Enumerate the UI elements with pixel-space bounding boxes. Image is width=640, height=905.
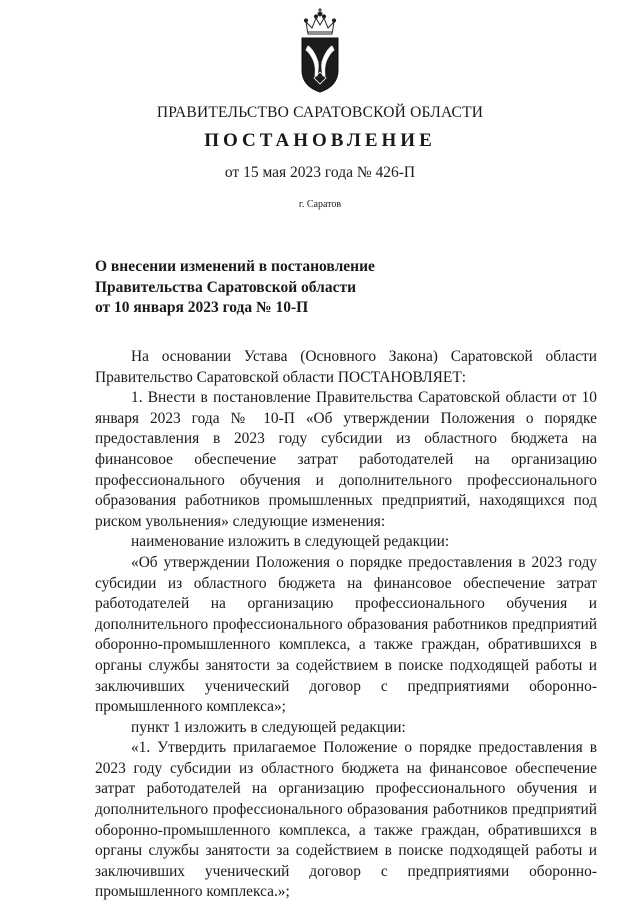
subject-line: Правительства Саратовской области <box>95 278 356 296</box>
saratov-coat-of-arms-icon <box>298 6 342 94</box>
document-body <box>95 347 597 903</box>
body-paragraph: «1. Утвердить прилагаемое Положение о порядке предоставления в 2023 году субсидии из областного бюджета на финансовое обеспечение затрат работодателей на организацию профессионального обучения и дополнительного профессионального образования работников предприятий оборонно-промышленного комплекса, а также граждан, обратившихся в органы службы занятости за содействием в поиске подходящей работы и заключивших ученический договор с предприятиями оборонно-промышленного комплекса.»; <box>95 739 597 901</box>
document-date-number: от 15 мая 2023 года № 426-П <box>224 164 416 181</box>
body-paragraph: наименование изложить в следующей редакции: <box>131 533 450 551</box>
subject-line: О внесении изменений в постановление <box>95 258 375 275</box>
body-paragraph: «Об утверждении Положения о порядке предоставления в 2023 году субсидии из областного бюджета на финансовое обеспечение затрат работодателей на организацию профессионального обучения и дополнительного профессионального образования работников предприятий оборонно-промышленного комплекса, а также граждан, обратившихся в органы службы занятости за содействием в поиске подходящей работы и заключивших ученический договор с предприятиями оборонно-промышленного комплекса»; <box>95 553 597 716</box>
document-city: г. Саратов <box>298 199 342 210</box>
subject-line: от 10 января 2023 года № 10-П <box>95 299 309 316</box>
body-paragraph: 1. Внести в постановление Правительства Саратовской области от 10 января 2023 года № 10-П «Об утверждении Положения о порядке предоставления в 2023 году субсидии из областного бюджета на финансовое обеспечение затрат работодателей на организацию профессионального обучения и дополнительного профессионального образования работников промышленных предприятий, находящихся под риском увольнения» следующие изменения: <box>95 389 597 530</box>
body-paragraph: пункт 1 изложить в следующей редакции: <box>131 718 406 736</box>
document-type-title: ПОСТАНОВЛЕНИЕ <box>204 130 436 151</box>
organization-name: ПРАВИТЕЛЬСТВО САРАТОВСКОЙ ОБЛАСТИ <box>156 104 484 121</box>
crown-icon <box>304 8 335 34</box>
body-paragraph: На основании Устава (Основного Закона) Саратовской области Правительство Саратовской области ПОСТАНОВЛЯЕТ: <box>95 348 597 386</box>
document-subject <box>95 257 375 319</box>
